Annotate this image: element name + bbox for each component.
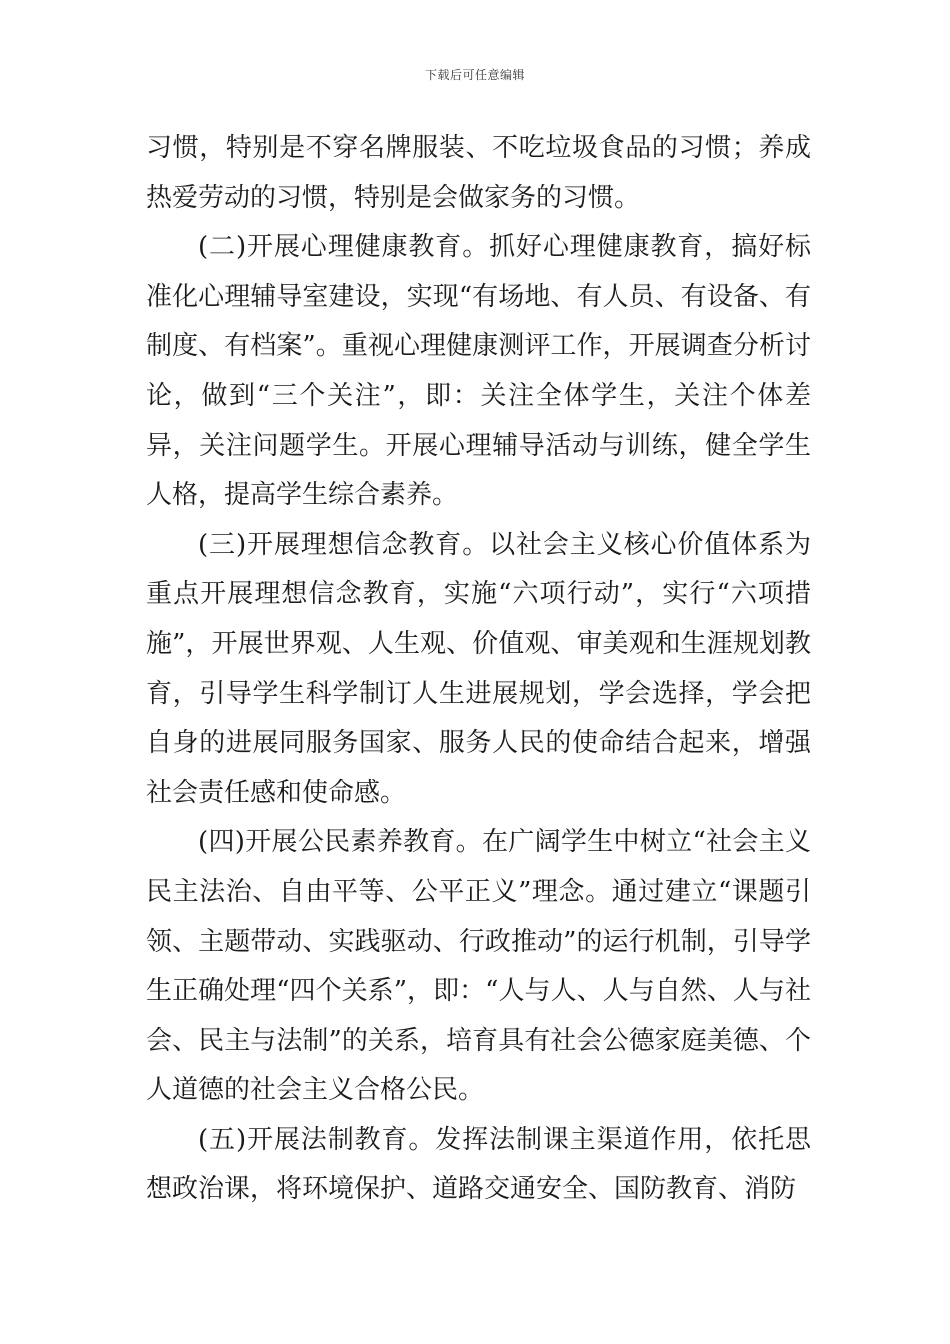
page-header-note: 下载后可任意编辑 (424, 68, 525, 82)
paragraph-legal-education: (五)开展法制教育。发挥法制课主渠道作用，依托思想政治课，将环境保护、道路交通安全、国防教育、消防 (146, 1124, 811, 1205)
paragraph-habits-continuation: 习惯，特别是不穿名牌服装、不吃垃圾食品的习惯；养成热爱劳动的习惯，特别是会做家务的习惯。 (146, 133, 811, 213)
paragraph-mental-health-education: (二)开展心理健康教育。抓好心理健康教育，搞好标准化心理辅导室建设，实现“有场地、有人员、有设备、有制度、有档案”。重视心理健康测评工作，开展调查分析讨论，做到“三个关注”，即：关注全体学生，关注个体差异，关注问题学生。开展心理辅导活动与训练，健全学生人格，提高学生综合素养。 (146, 232, 811, 511)
paragraph-ideals-beliefs-education: (三)开展理想信念教育。以社会主义核心价值体系为重点开展理想信念教育，实施“六项行动”，实行“六项措施”，开展世界观、人生观、价值观、审美观和生涯规划教育，引导学生科学制订人生进展规划，学会选择，学会把自身的进展同服务国家、服务人民的使命结合起来，增强社会责任感和使命感。 (146, 529, 811, 808)
paragraph-civic-literacy-education: (四)开展公民素养教育。在广阔学生中树立“社会主义民主法治、自由平等、公平正义”理念。通过建立“课题引领、主题带动、实践驱动、行政推动”的运行机制，引导学生正确处理“四个关系”，即：“人与人、人与自然、人与社会、民主与法制”的关系，培育具有社会公德家庭美德、个人道德的社会主义合格公民。 (146, 827, 811, 1106)
document-body (146, 124, 811, 1215)
